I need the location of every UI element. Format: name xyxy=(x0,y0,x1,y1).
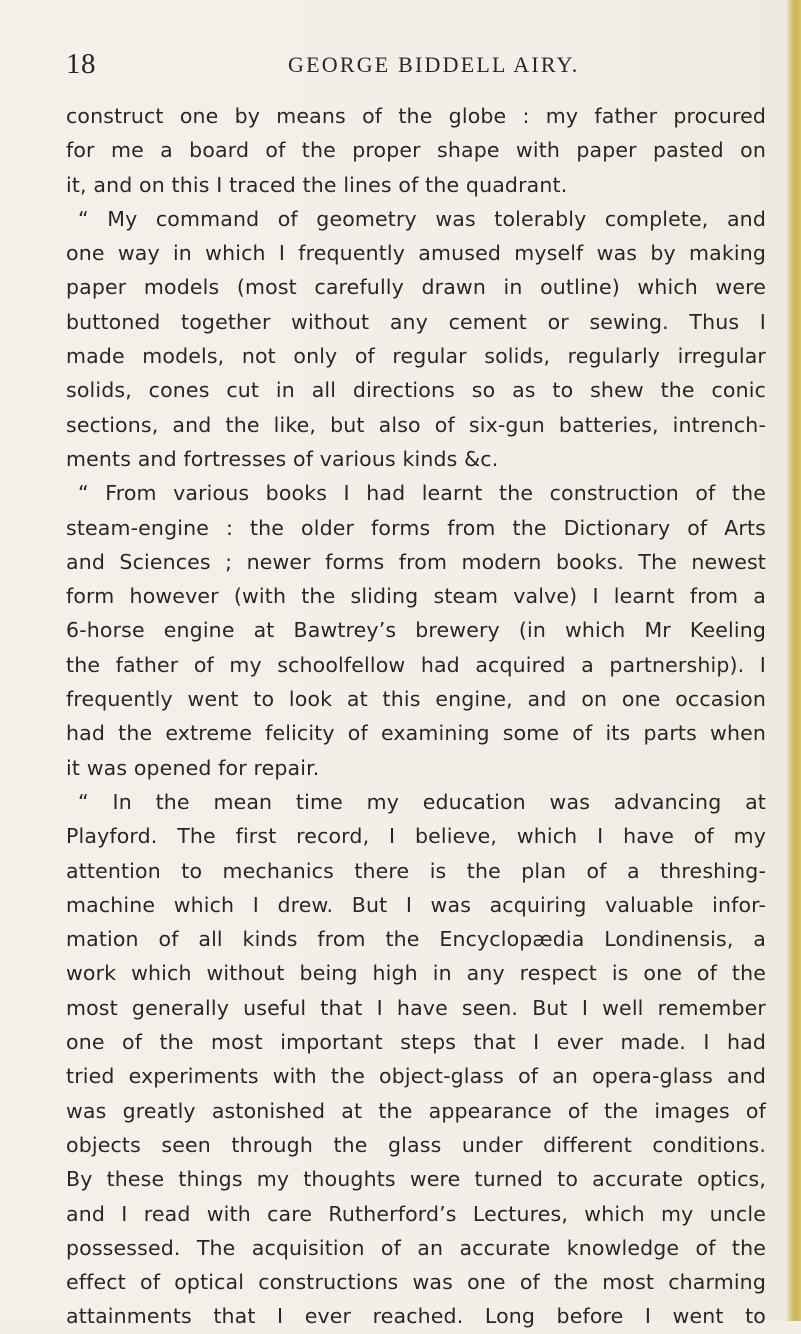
text-line: mation of all kinds from the Encyclopædia Londinensis, a xyxy=(66,927,766,952)
text-line: objects seen through the glass under different conditions. xyxy=(66,1132,766,1157)
text-line: sections, and the like, but also of six-gun batteries, intrench- xyxy=(66,412,766,437)
text-line: machine which I drew. But I was acquiring valuable infor- xyxy=(66,892,766,917)
page-number: 18 xyxy=(66,48,96,80)
text-line: ments and fortresses of various kinds &c. xyxy=(66,446,499,471)
text-line: for me a board of the proper shape with paper pasted on xyxy=(66,138,766,163)
text-line: made models, not only of regular solids, regularly irregular xyxy=(66,344,766,369)
text-line: By these things my thoughts were turned to accurate optics, xyxy=(66,1167,766,1192)
body-text xyxy=(66,99,766,1334)
text-line: construct one by means of the globe : my father procured xyxy=(66,104,766,128)
text-line: paper models (most carefully drawn in outline) which were xyxy=(66,275,766,300)
text-line: work which without being high in any respect is one of the xyxy=(66,961,766,986)
page-edge-gutter xyxy=(787,0,801,1321)
text-line: attention to mechanics there is the plan of a threshing- xyxy=(66,858,766,883)
text-line: tried experiments with the object-glass of an opera-glass and xyxy=(66,1064,766,1089)
text-line: 6-horse engine at Bawtrey’s brewery (in which Mr Keeling xyxy=(66,618,766,643)
text-line: one way in which I frequently amused myself was by making xyxy=(66,241,766,266)
text-line: possessed. The acquisition of an accurate knowledge of the xyxy=(66,1235,766,1260)
text-line: it was opened for repair. xyxy=(66,755,320,780)
text-line: was greatly astonished at the appearance of the images of xyxy=(66,1098,766,1123)
text-line: form however (with the sliding steam valve) I learnt from a xyxy=(66,584,766,609)
text-line: steam-engine : the older forms from the Dictionary of Arts xyxy=(66,515,766,540)
text-line: “ My command of geometry was tolerably complete, and xyxy=(78,206,766,231)
text-line: attainments that I ever reached. Long before I went to xyxy=(66,1304,766,1329)
text-line: “ In the mean time my education was advancing at xyxy=(78,789,766,814)
text-line: buttoned together without any cement or sewing. Thus I xyxy=(66,309,766,334)
page-header xyxy=(66,48,766,82)
text-line: frequently went to look at this engine, and on one occasion xyxy=(66,687,766,712)
text-line: effect of optical constructions was one of the most charming xyxy=(66,1270,766,1295)
text-line: most generally useful that I have seen. But I well remember xyxy=(66,995,766,1020)
text-line: and I read with care Rutherford’s Lectures, which my uncle xyxy=(66,1201,766,1226)
text-line: Playford. The first record, I believe, which I have of my xyxy=(66,824,766,849)
text-line: the father of my schoolfellow had acquired a partnership). I xyxy=(66,652,766,677)
text-line: “ From various books I had learnt the construction of the xyxy=(78,481,766,506)
text-line: and Sciences ; newer forms from modern books. The newest xyxy=(66,549,766,574)
text-line: one of the most important steps that I ever made. I had xyxy=(66,1030,766,1055)
text-line: solids, cones cut in all directions so as to shew the conic xyxy=(66,378,766,403)
running-head: GEORGE BIDDELL AIRY. xyxy=(288,52,580,77)
text-line: it, and on this I traced the lines of the quadrant. xyxy=(66,172,568,197)
text-line: had the extreme felicity of examining some of its parts when xyxy=(66,721,766,746)
